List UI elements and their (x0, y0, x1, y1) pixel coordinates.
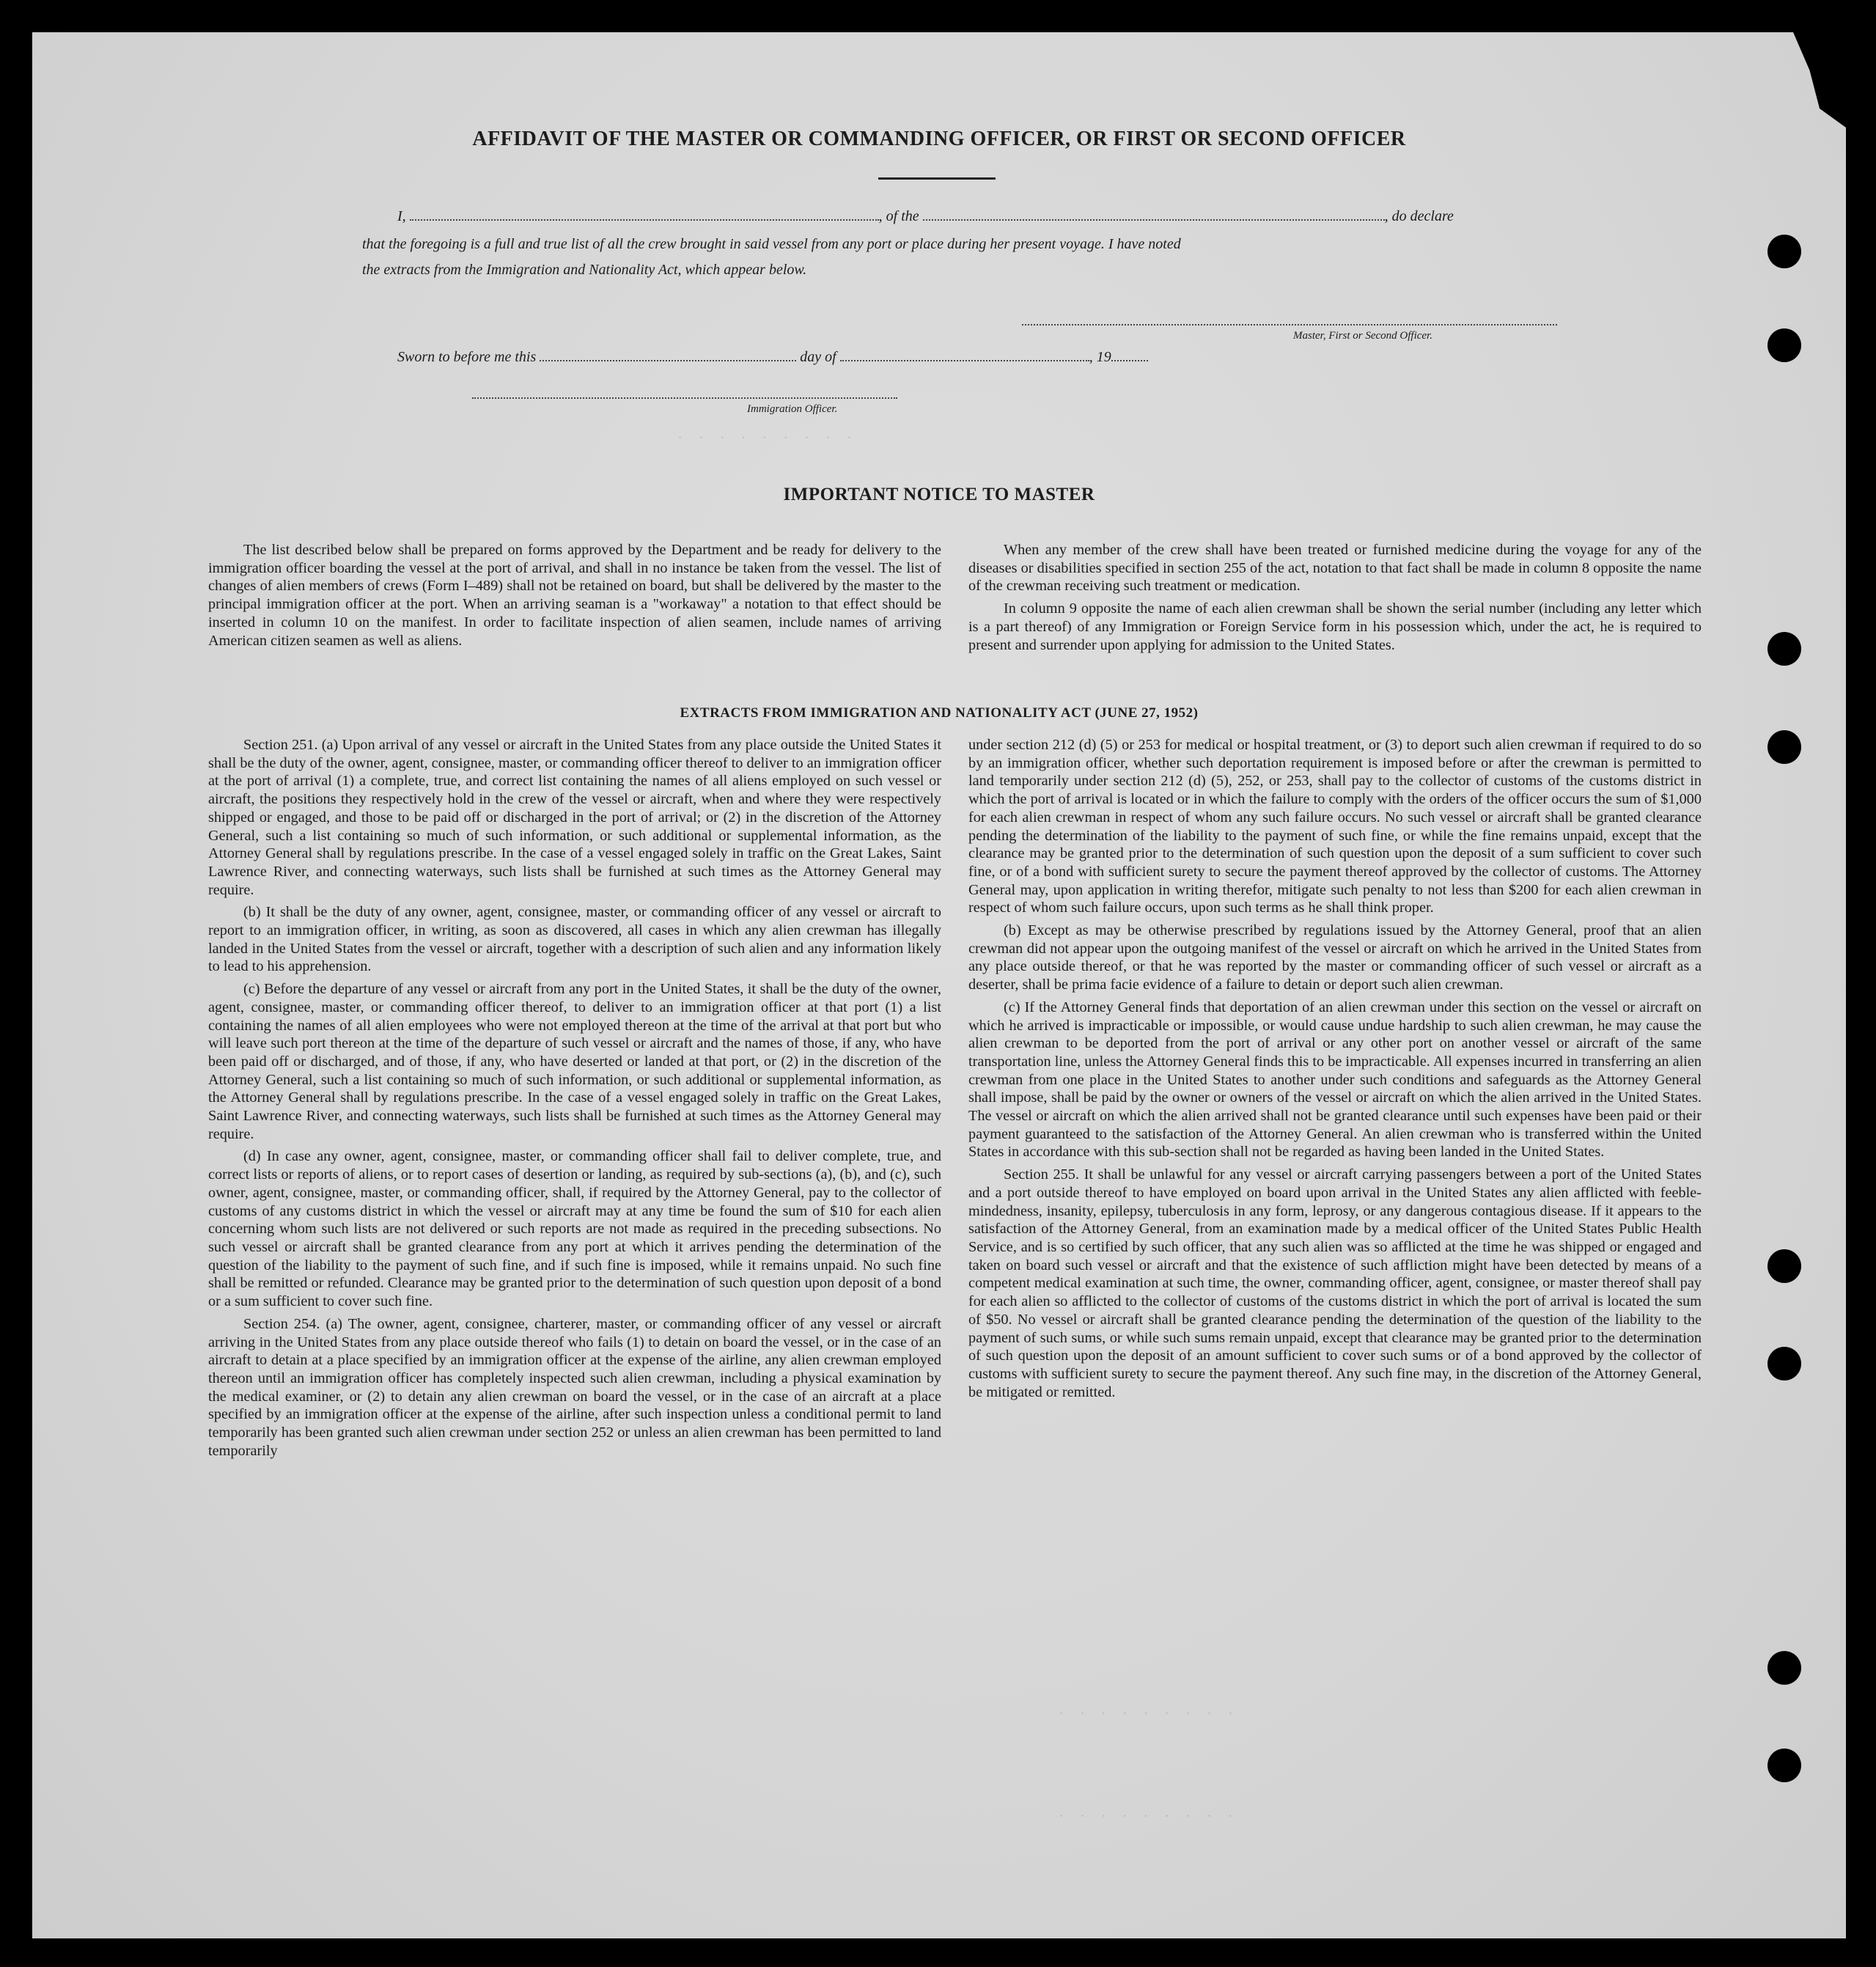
notice-left-column (208, 541, 941, 654)
binder-hole (1768, 235, 1801, 268)
declarant-i: I, (397, 208, 406, 224)
master-label: Master, First or Second Officer. (1293, 330, 1432, 342)
section-254c: (c) If the Attorney General finds that deportation of an alien crewman under this section on the vessel or aircraft on which he arrived is impracticable or impossible, or would cause undue hardship to such alien crewman, he may cause the alien crewman to be deported from the port of arrival or any other port on another vessel or aircraft of the same transportation line, unless the Attorney General finds this to be impracticable. All expenses incurred in transferring an alien crewman from one place in the United States to another under such conditions and safeguards as the Attorney General shall impose, shall be paid by the owner or owners of the vessel or aircraft on which the alien arrived in the United States. The vessel or aircraft on which the alien arrived shall not be granted clearance until such expenses have been paid or their payment guaranteed to the satisfaction of the Attorney General. An alien crewman who is transferred within the United States in accordance with this sub-section shall not be regarded as having been landed in the United States. (968, 999, 1702, 1161)
section-251a: Section 251. (a) Upon arrival of any vessel or aircraft in the United States from any place outside the United States it shall be the duty of the owner, agent, consignee, master, or commanding officer thereof to deliver to an immigration officer at the port of arrival (1) a complete, true, and correct list containing the names of all aliens employed on such vessel or aircraft, the positions they respectively hold in the crew of the vessel or aircraft, when and where they were respectively shipped or engaged, and those to be paid off or discharged in the port of arrival; or (2) in the discretion of the Attorney General, such a list containing so much of such information, or such additional or supplemental information, as the Attorney General shall by regulations prescribe. In the case of a vessel engaged solely in traffic on the Great Lakes, Saint Lawrence River, and connecting waterways, such lists shall be furnished at such times as the Attorney General may require. (208, 737, 941, 898)
notice-title: IMPORTANT NOTICE TO MASTER (783, 485, 1095, 504)
declaration-line-1 (397, 208, 1563, 225)
master-signature-line[interactable] (1022, 324, 1557, 326)
declaration-line-2: that the foregoing is a full and true list of all the crew brought in said vessel from any port or place during her present voyage. I have noted (362, 236, 1181, 252)
binder-hole (1768, 1249, 1801, 1283)
do-declare-label: , do declare (1384, 208, 1454, 224)
binder-hole (1768, 328, 1801, 362)
sworn-day-field[interactable] (540, 360, 796, 361)
section-254a-continued: under section 212 (d) (5) or 253 for medical or hospital treatment, or (3) to deport such alien crewman if required to do so by an immigration officer, whether such deportation requirement is imposed before or after the crewman is permitted to land temporarily under section 212 (d) (5), 252, or 253, shall pay to the collector of customs of the customs district in which the port of arrival is located or in which the failure to comply with the orders of the officer occurs the sum of $1,000 for each alien crewman in respect of whom any such failure occurs. No such vessel or aircraft shall be granted clearance pending the determination of the liability to the payment of such fine, or while the fine remains unpaid, except that the clearance may be granted prior to the determination of such question upon the deposit of a sum sufficient to cover such fine, or of a bond with sufficient surety to secure the payment thereof approved by the collector of customs. The Attorney General may, upon application in writing therefor, mitigate such penalty to not less than $200 for each alien crewman in respect of whom such failure occurs, upon such terms as he shall think proper. (968, 737, 1702, 916)
section-251d: (d) In case any owner, agent, consignee, master, or commanding officer shall fail to deliver complete, true, and correct lists or reports of aliens, or to report cases of desertion or landing, as required by sub-sections (a), (b), and (c), such owner, agent, consignee, master, or commanding officer, shall, if required by the Attorney General, pay to the collector of customs of any customs district in which the vessel or aircraft may at any time be found the sum of $10 for each alien concerning whom such lists are not delivered or such reports are not made as required in the preceding subsections. No such vessel or aircraft shall be granted clearance from any port at which it arrives pending the determination of the question of the liability to the payment of such fine, and if such fine is imposed, while it remains unpaid. No such fine shall be remitted or refunded. Clearance may be granted prior to the determination of such question upon deposit of a bond or a sum sufficient to cover such fine. (208, 1148, 941, 1310)
extracts-right-column (968, 736, 1702, 1405)
section-251b: (b) It shall be the duty of any owner, agent, consignee, master, or commanding officer of any vessel or aircraft to report to an immigration officer, in writing, as soon as discovered, all cases in which any alien crewman has illegally landed in the United States from the vessel or aircraft, together with a description of such alien and any information likely to lead to his apprehension. (208, 904, 941, 975)
year-label: , 19 (1089, 349, 1111, 365)
officer-label: Immigration Officer. (747, 403, 838, 415)
notice-paragraph: In column 9 opposite the name of each alien crewman shall be shown the serial number (including any letter which is a part thereof) of any Immigration or Foreign Service form in his possession which, under the act, he is required to present and surrender upon applying for admission to the United States. (968, 600, 1702, 653)
affidavit-title: AFFIDAVIT OF THE MASTER OR COMMANDING OFFICER, OR FIRST OR SECOND OFFICER (472, 128, 1406, 150)
day-of-label: day of (800, 349, 836, 365)
binder-hole (1768, 632, 1801, 666)
officer-signature-line[interactable] (472, 397, 897, 399)
declaration-line-3: the extracts from the Immigration and Nationality Act, which appear below. (362, 262, 807, 278)
notice-paragraph: When any member of the crew shall have been treated or furnished medicine during the voyage for any of the diseases or disabilities specified in section 255 of the act, notation to that fact shall be made in column 8 opposite the name of the crewman receiving such treatment or medication. (968, 542, 1702, 595)
section-251c: (c) Before the departure of any vessel or aircraft from any port in the United States, it shall be the duty of the owner, agent, consignee, master, or commanding officer thereof, to deliver to an immigration officer at that port (1) a list containing the names of all alien employees who were not employed thereon at the time of the arrival at that port but who will leave such port thereon at the time of the departure of such vessel or aircraft and the names of those, if any, who have been paid off or discharged, and of those, if any, who have deserted or landed at that port, or (2) in the discretion of the Attorney General, such a list containing so much of such information, or such additional or supplemental information, as the Attorney General shall by regulations prescribe. In the case of a vessel engaged solely in traffic on the Great Lakes, Saint Lawrence River, and connecting waterways, such lists shall be furnished at such times as the Attorney General may require. (208, 981, 941, 1142)
bleed-through-text: · · · · · · · · · (1059, 1704, 1239, 1722)
extracts-left-column (208, 736, 941, 1464)
binder-hole (1768, 1651, 1801, 1685)
sworn-line (397, 349, 1350, 366)
section-254a: Section 254. (a) The owner, agent, consignee, charterer, master, or commanding officer of any vessel or aircraft arriving in the United States from any place outside thereof who fails (1) to detain on board the vessel, or in the case of an aircraft to detain at a place specified by an immigration officer at the expense of the airline, any alien crewman employed thereon until an immigration officer has completely inspected such alien crewman, including a physical examination by the medical examiner, or (2) to detain any alien crewman on board the vessel, or in the case of an aircraft at a place specified by an immigration officer at the expense of the airline, after such inspection unless a conditional permit to land temporarily has been granted such alien crewman under section 252 or unless an alien crewman has been permitted to land temporarily (208, 1315, 941, 1459)
bleed-through-text: · · · · · · · · · (1059, 1806, 1239, 1825)
vessel-field[interactable] (923, 219, 1385, 221)
section-254b: (b) Except as may be otherwise prescribed by regulations issued by the Attorney General, proof that an alien crewman did not appear upon the outgoing manifest of the vessel or aircraft on which he arrived in the United States from any place outside thereof, or that he was reported by the master or commanding officer of such vessel or aircraft as a deserter, shall be prima facie evidence of a failure to detain or deport such alien crewman. (968, 922, 1702, 993)
binder-hole (1768, 1749, 1801, 1782)
sworn-label: Sworn to before me this (397, 349, 537, 365)
document-page (32, 32, 1846, 1938)
notice-right-column (968, 541, 1702, 658)
binder-hole (1768, 1347, 1801, 1380)
notice-paragraph: The list described below shall be prepared on forms approved by the Department and be ready for delivery to the immigration officer boarding the vessel at the port of arrival, and shall in no instance be taken from the vessel. The list of changes of alien members of crews (Form I–489) shall not be retained on board, but shall be delivered by the master to the principal immigration officer at the port. When an arriving seaman is a "workaway" a notation to that effect should be inserted in column 10 on the manifest. In order to facilitate inspection of alien seamen, include names of arriving American citizen seamen as well as aliens. (208, 542, 941, 649)
extracts-title: EXTRACTS FROM IMMIGRATION AND NATIONALITY ACT (JUNE 27, 1952) (680, 705, 1199, 721)
name-field[interactable] (410, 219, 879, 221)
bleed-through-text: · · · · · · · · · (677, 428, 858, 446)
title-rule (878, 177, 996, 180)
binder-hole (1768, 730, 1801, 764)
section-255: Section 255. It shall be unlawful for any vessel or aircraft carrying passengers between a port of the United States and a port outside thereof to have employed on board upon arrival in the United States any alien afflicted with feeble-mindedness, insanity, epilepsy, tuberculosis in any form, leprosy, or any dangerous contagious disease. If it appears to the satisfaction of the Attorney General, from an examination made by a medical officer of the United States Public Health Service, and is so certified by such officer, that any such alien was so afflicted at the time he was shipped or engaged and taken on board such vessel or aircraft and that the existence of such affliction might have been detected by means of a competent medical examination at such time, the owner, commanding officer, agent, consignee, or master thereof shall pay for each alien so afflicted to the collector of customs of the customs district in which the port of arrival is located the sum of $50. No vessel or aircraft shall be granted clearance pending the determination of the question of the liability to the payment of such sums, or while such sums remain unpaid, except that clearance may be granted prior to the determination of such question upon the deposit of an amount sufficient to cover such sums or of a bond approved by the collector of customs with sufficient surety to secure the payment thereof. Any such fine may, in the discretion of the Attorney General, be mitigated or remitted. (968, 1166, 1702, 1400)
of-the-label: , of the (878, 208, 919, 224)
torn-corner (1780, 32, 1846, 128)
sworn-month-field[interactable] (840, 360, 1089, 361)
sworn-year-field[interactable] (1111, 360, 1148, 361)
